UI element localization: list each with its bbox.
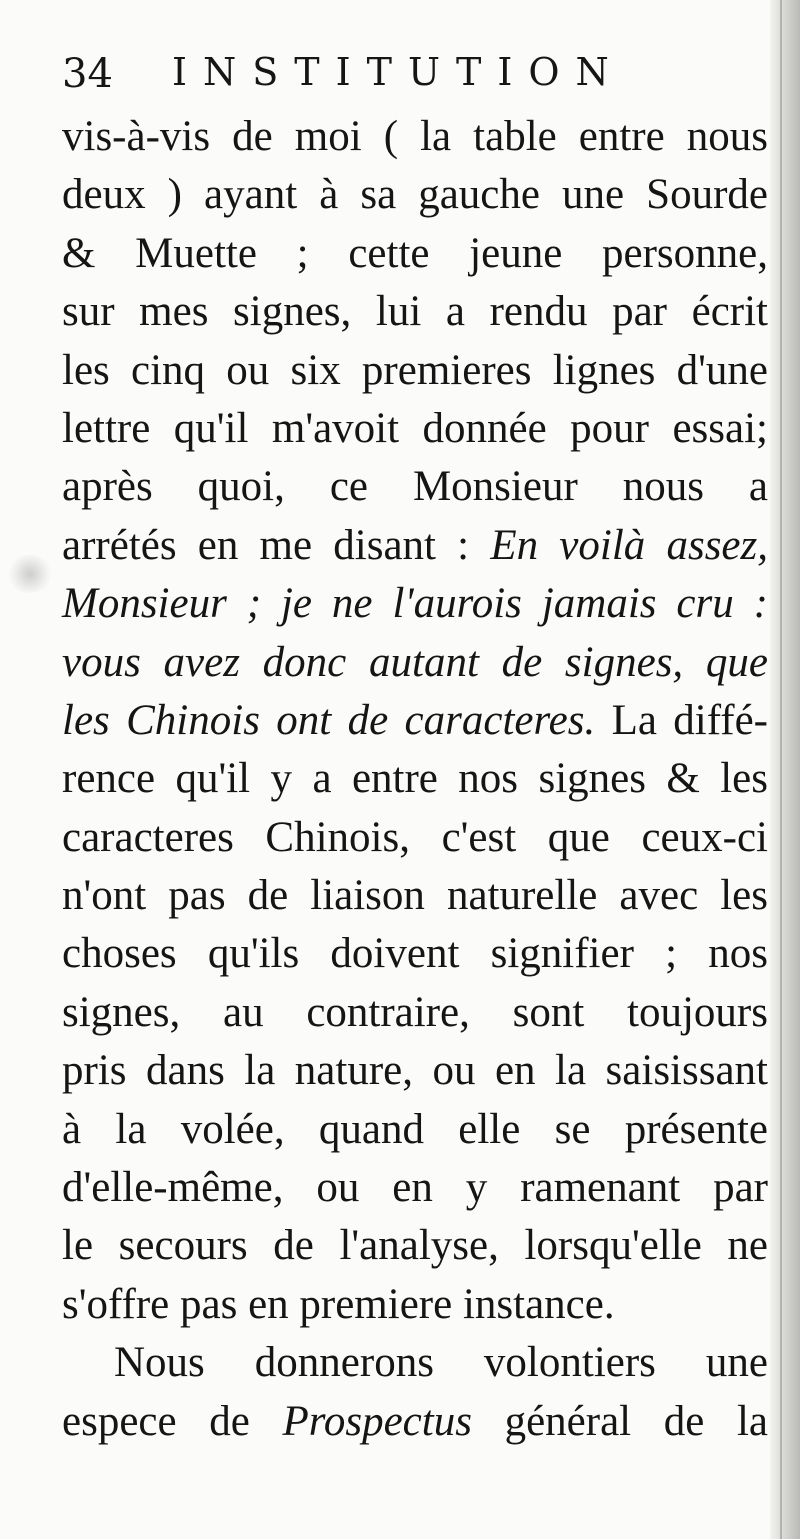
text-line: vis-à-vis de moi ( la table entre nous — [62, 113, 768, 160]
page-gutter — [770, 0, 800, 1539]
text-line: les Chinois ont de caracteres. La diffé- — [62, 696, 768, 744]
running-head: INSTITUTION — [172, 50, 625, 94]
binding-edge — [780, 0, 782, 1539]
text-line: les cinq ou six premieres lignes d'une — [62, 346, 768, 394]
italic-quote: les Chinois ont de caracteres. — [62, 696, 596, 744]
italic-term: Prospectus — [282, 1397, 472, 1445]
text-line: choses qu'ils doivent signifier ; nos — [62, 930, 768, 978]
text-line: à la volée, quand elle se présente — [62, 1105, 768, 1153]
text-line: d'elle-même, ou en y ramenant par — [62, 1164, 768, 1212]
text-line: signes, au contraire, sont toujours — [62, 988, 768, 1036]
text-line: s'offre pas en premiere instance. — [62, 1280, 615, 1328]
text-line: lettre qu'il m'avoit donnée pour essai; — [62, 404, 768, 452]
italic-quote: vous avez donc autant de signes, que — [62, 638, 768, 686]
italic-quote: Monsieur ; je ne l'aurois jamais cru : — [62, 580, 768, 628]
paragraph-start-line: Nous donnerons volontiers une — [114, 1339, 768, 1387]
text-line: après quoi, ce Monsieur nous a — [62, 463, 768, 511]
text-line: n'ont pas de liaison naturelle avec les — [62, 872, 768, 920]
text-line: deux ) ayant à sa gauche une Sourde — [62, 171, 768, 219]
text-line: sur mes signes, lui a rendu par écrit — [62, 288, 768, 336]
text-line — [62, 575, 768, 633]
text-line: le secours de l'analyse, lorsqu'elle ne — [62, 1222, 768, 1270]
text-line — [62, 634, 768, 692]
page-number: 34 — [62, 51, 113, 97]
text-line: pris dans la nature, ou en la saisissant — [62, 1047, 768, 1095]
text-line: rence qu'il y a entre nos signes & les — [62, 755, 768, 803]
text-line: caracteres Chinois, c'est que ceux-ci — [62, 813, 768, 861]
page-header — [62, 44, 762, 104]
ink-smudge — [8, 555, 52, 593]
text-line: espece de Prospectus général de la — [62, 1397, 768, 1445]
text-line: & Muette ; cette jeune personne, — [62, 229, 768, 277]
body-text — [62, 108, 768, 1451]
text-line: arrétés en me disant : En voilà assez, — [62, 521, 768, 569]
italic-quote: En voilà assez, — [490, 521, 768, 569]
